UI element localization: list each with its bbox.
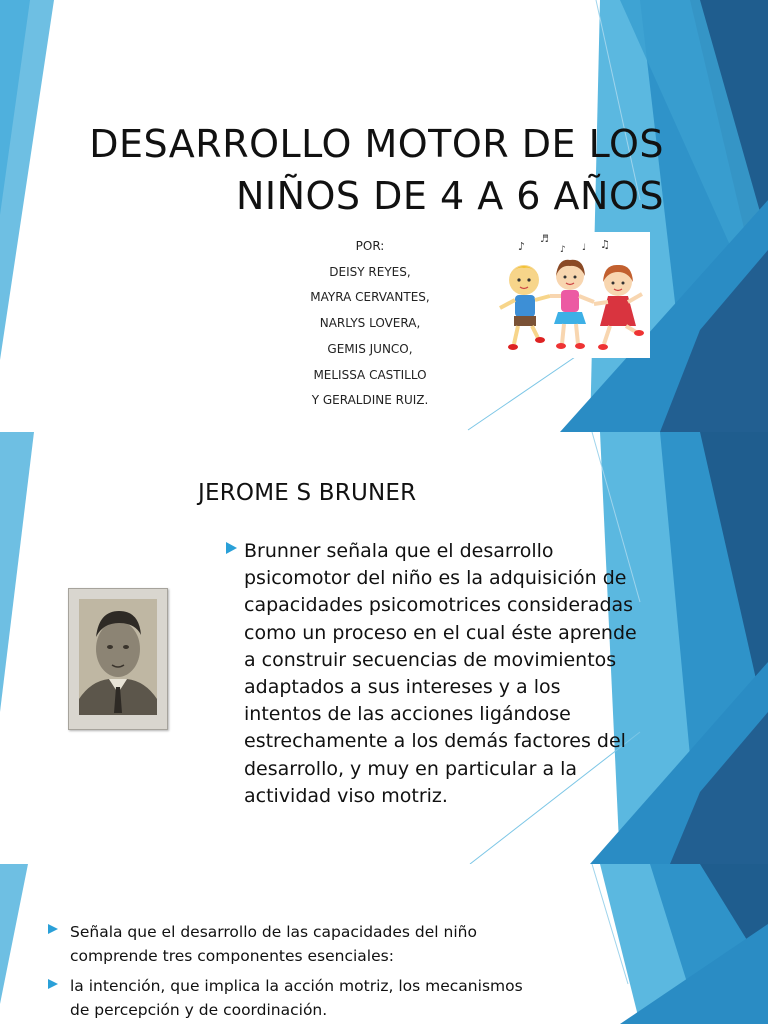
slide-title-text: DESARROLLO MOTOR DE LOS NIÑOS DE 4 A 6 AÑOS <box>89 122 664 218</box>
portrait-photo <box>68 588 168 730</box>
play-bullet-icon <box>226 542 237 554</box>
svg-text:♫: ♫ <box>600 238 610 251</box>
slide-bruner <box>0 432 768 864</box>
svg-text:♬: ♬ <box>540 234 549 245</box>
slide-heading: JEROME S BRUNER <box>198 480 417 506</box>
svg-text:♩: ♩ <box>582 243 587 253</box>
slide-components <box>0 864 768 1024</box>
play-bullet-icon <box>48 979 58 989</box>
bullet-text-2: la intención, que implica la acción motriz, los mecanismos de percepción y de coordinación. <box>70 977 523 1019</box>
play-bullet-icon <box>48 924 58 934</box>
svg-text:♪: ♪ <box>560 245 566 255</box>
authors-list: POR: DEISY REYES, MAYRA CERVANTES, NARLYS LOVERA, GEMIS JUNCO, MELISSA CASTILLO Y GERALDINE RUIZ. <box>310 239 430 408</box>
svg-text:♪: ♪ <box>518 240 526 253</box>
bullet-text: Brunner señala que el desarrollo psicomotor del niño es la adquisición de capacidades psicomotrices consideradas como un proceso en el cual éste aprende a construir secuencias de movimientos adaptados a sus intereses y a los intentos de las acciones ligándose estrechamente a los demás factores del desarrollo, y muy en particular a la actividad viso motriz. <box>244 540 637 807</box>
dancing-children-illustration <box>494 232 650 358</box>
bullet-text-1: Señala que el desarrollo de las capacidades del niño comprende tres componentes esenciales: <box>70 923 477 965</box>
slide-title <box>0 0 768 432</box>
